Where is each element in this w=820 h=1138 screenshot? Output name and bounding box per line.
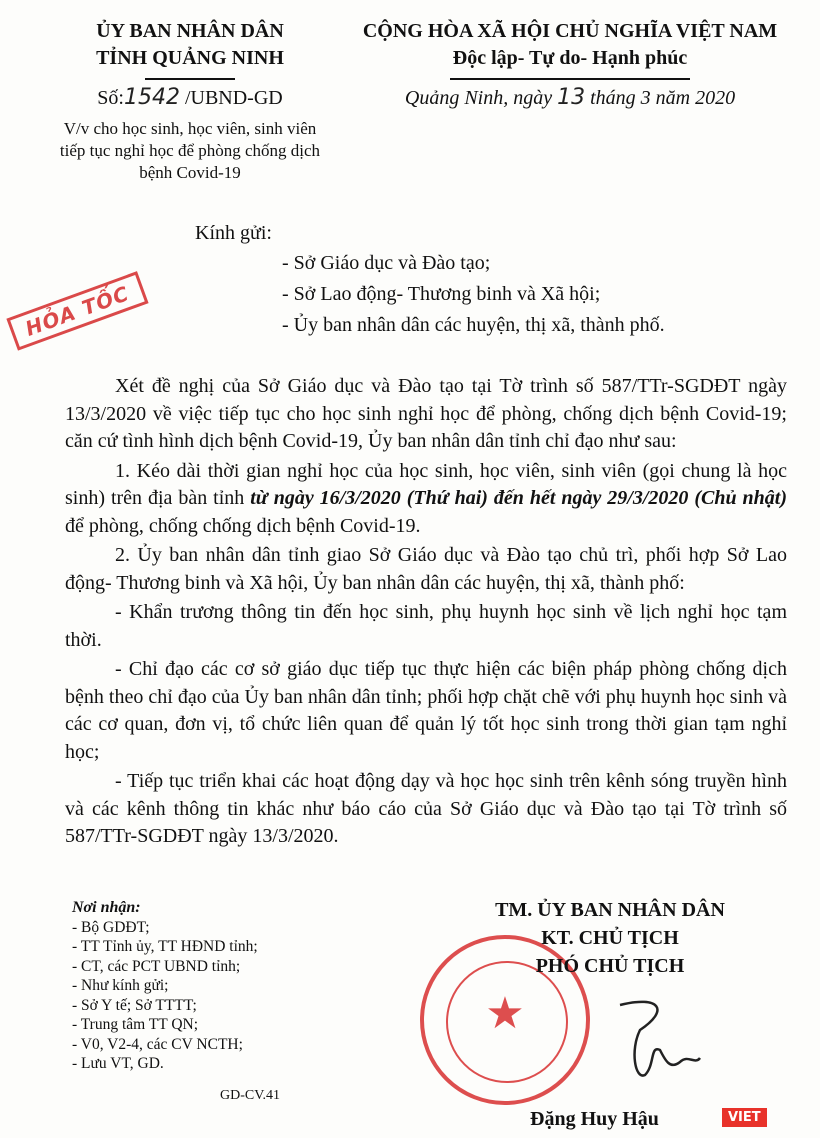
item-1-text: 1. Kéo dài thời gian nghỉ học của học sinh, học viên, sinh viên (gọi chung là học sinh) trên địa bàn tỉnh <box>65 459 787 509</box>
addressee-list <box>282 248 665 341</box>
addressee-item: - Sở Giáo dục và Đào tạo; <box>282 252 491 274</box>
item-2-dash-3: - Tiếp tục triển khai các hoạt động dạy và học học sinh trên kênh sóng truyền hình và các kênh thông tin khác như báo cáo của Sở Giáo dục và Đào tạo tại Tờ trình số 587/TTr-SGDĐT ngày 13/3/2020. <box>65 770 787 847</box>
divider <box>450 78 690 80</box>
org-line2: TỈNH QUẢNG NINH <box>96 47 284 69</box>
signature-line2: KT. CHỦ TỊCH <box>541 927 679 949</box>
addressee-item: - Sở Lao động- Thương binh và Xã hội; <box>282 283 601 305</box>
recipients-title: Nơi nhận: <box>72 899 141 916</box>
item-1-text-end: để phòng, chống chống dịch bệnh Covid-19. <box>65 514 421 537</box>
national-motto <box>335 18 805 80</box>
viet-logo: VIET <box>722 1108 767 1127</box>
document-code: GD-CV.41 <box>220 1088 281 1103</box>
date-prefix: Quảng Ninh, ngày <box>404 87 558 109</box>
handwritten-number: 1542 <box>123 85 180 110</box>
addressee-item: - Ủy ban nhân dân các huyện, thị xã, thành phố. <box>282 314 665 336</box>
recipient-list <box>72 898 258 1074</box>
handwritten-day: 13 <box>557 85 586 110</box>
recipient-item: - TT Tỉnh ủy, TT HĐND tỉnh; <box>72 938 258 955</box>
signature-line1: TM. ỦY BAN NHÂN DÂN <box>495 899 725 921</box>
number-prefix: Số: <box>97 87 124 109</box>
recipient-item: - V0, V2-4, các CV NCTH; <box>72 1035 243 1053</box>
number-suffix: /UBND-GD <box>179 87 283 109</box>
item-1 <box>65 458 787 541</box>
item-1-dates: từ ngày 16/3/2020 (Thứ hai) đến hết ngày 29/3/2020 (Chủ nhật) <box>250 487 787 509</box>
item-2-dash-1: - Khẩn trương thông tin đến học sinh, phụ huynh học sinh về lịch nghỉ học tạm thời. <box>65 601 787 651</box>
star-emblem-icon: ★ <box>485 989 525 1038</box>
recipient-item: - Như kính gửi; <box>72 977 169 994</box>
item-2-dash-2: - Chỉ đạo các cơ sở giáo dục tiếp tục thực hiện các biện pháp phòng chống dịch bệnh theo chỉ đạo của Ủy ban nhân dân tỉnh; phối hợp chặt chẽ với phụ huynh học sinh và các cơ quan, đơn vị, tổ chức liên quan để quản lý tốt học sinh trong thời gian tạm nghỉ học; <box>65 658 787 763</box>
recipient-item: - Lưu VT, GD. <box>72 1055 164 1072</box>
recipient-item: - Bộ GDĐT; <box>72 918 150 936</box>
signer-name: Đặng Huy Hậu <box>530 1108 659 1130</box>
recipient-item: - CT, các PCT UBND tỉnh; <box>72 957 241 975</box>
document-number <box>55 85 325 110</box>
signature-line3: PHÓ CHỦ TỊCH <box>535 955 685 977</box>
signature-block <box>460 896 760 980</box>
handwritten-signature <box>600 990 710 1090</box>
subject-line: V/v cho học sinh, học viên, sinh viên tiếp tục nghỉ học để phòng chống dịch bệnh Covid-19 <box>59 119 321 182</box>
intro-paragraph: Xét đề nghị của Sở Giáo dục và Đào tạo tại Tờ trình số 587/TTr-SGDĐT ngày 13/3/2020 về việc tiếp tục cho học sinh nghỉ học để phòng, chống dịch bệnh Covid-19; căn cứ tình hình dịch bệnh Covid-19, Ủy ban nhân dân tỉnh chỉ đạo như sau: <box>65 375 787 452</box>
addressee-label: Kính gửi: <box>195 222 272 244</box>
nation-line2: Độc lập- Tự do- Hạnh phúc <box>452 47 688 69</box>
item-2: 2. Ủy ban nhân dân tỉnh giao Sở Giáo dục và Đào tạo chủ trì, phối hợp Sở Lao động- Thương binh và Xã hội, Ủy ban nhân dân các huyện, thị xã, thành phố: <box>65 544 787 594</box>
nation-line1: CỘNG HÒA XÃ HỘI CHỦ NGHĨA VIỆT NAM <box>362 20 778 42</box>
issue-date <box>335 85 805 110</box>
document-body <box>65 373 787 853</box>
org-line1: ỦY BAN NHÂN DÂN <box>96 20 284 42</box>
urgent-stamp: HỎA TỐC <box>6 271 148 350</box>
date-suffix: tháng 3 năm 2020 <box>585 87 736 109</box>
issuing-organization <box>55 18 325 80</box>
recipient-item: - Trung tâm TT QN; <box>72 1016 199 1033</box>
recipient-item: - Sở Y tế; Sở TTTT; <box>72 996 197 1014</box>
divider <box>145 78 235 80</box>
